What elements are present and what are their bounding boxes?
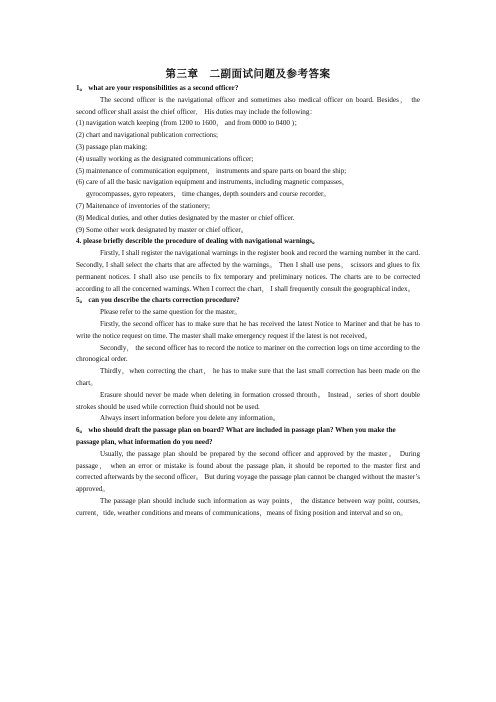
list-item: (9) Some other work designated by master or chief officer。 [76,225,248,234]
chapter-title: 第三章 二副面试问题及参考答案 [165,68,331,80]
document-body [76,83,420,519]
answer-paragraph: The second officer is the navigational officer and sometimes also medical officer on board. Besides， the second officer shall assist the chief officer． His duties may include the following： [76,95,420,116]
question-1: 1。 what are your responsibilities as a second officer? [76,84,239,92]
answer-paragraph: The passage plan should include such information as way points， the distance between way point, courses, current，tide, weather conditions and means of communications，means of fixing position and interval and so on。 [76,496,420,517]
answer-paragraph: Erasure should never be made when deleting in formation crossed throuth。 Instead，series of short double strokes should be used while correction fluid should not be used. [76,390,420,411]
list-item: (2) chart and navigational publication corrections; [76,131,219,140]
answer-paragraph: Secondly， the second officer has to record the notice to mariner on the correction logs on time according to the chronogical order. [76,343,420,364]
list-item: (6) care of all the basic navigation equipment and instruments, including magnetic compasses， [76,178,349,187]
answer-paragraph: Usually, the passage plan should be prepared by the second officer and approved by the master。 During passage， when an error or mistake is found about the passage plan, it should be reported to the master first and corrected afterwards by the second officer。 But during voyage the passage plan cannot be changed without the master’s approved。 [76,449,420,494]
list-item: (1) navigation watch keeping (from 1200 to 1600， and from 0000 to 0400 )； [76,119,302,128]
question-6: 6。 who should draft the passage plan on board? What are included in passage plan? When you make the passage plan, what information do you need? [76,426,396,446]
list-item: (3) passage plan making; [76,142,148,151]
question-4: 4. please briefly describle the procedure of dealing with navigational warnings。 [76,237,320,246]
list-item-continuation: gyrocompasses, gyro repeaters， time changes, depth sounders and course recorder。 [86,190,331,199]
list-item: (5) maintenance of communication equipment， instruments and spare parts on board the ship; [76,166,347,175]
list-item: (7) Maitenance of inventories of the stationery; [76,201,210,210]
answer-paragraph: Firstly, I shall register the navigational warnings in the register book and record the warning number in the card. Secondly, I shall select the charts that are affected by the warnings。 Then I shall use pens， scissors and glues to fix permanent notices. I shall also use pencils to fix temporary and preliminary notices. The charts are to be corrected according to all the concerned warnings. When I correct the chart， I shall frequently consult the geographical index。 [76,249,420,293]
question-5: 5。 can you describe the charts correction procedure? [76,296,240,305]
answer-paragraph: Thirdly，when correcting the chart， he has to make sure that the last small correction has been made on the chart。 [76,367,420,387]
answer-paragraph: Please refer to the same question for the master。 [100,308,242,317]
list-item: (4) usually working as the designated communications officer; [76,154,254,163]
answer-paragraph: Firstly, the second officer has to make sure that he has received the latest Notice to Mariner and that he has to write the notice request on time. The master shall make emergency request if the latest is not received。 [76,319,420,340]
answer-paragraph: Always insert information before you delete any information。 [100,414,280,423]
list-item: (8) Medical duties, and other duties designated by the master or chief officer. [76,213,295,222]
